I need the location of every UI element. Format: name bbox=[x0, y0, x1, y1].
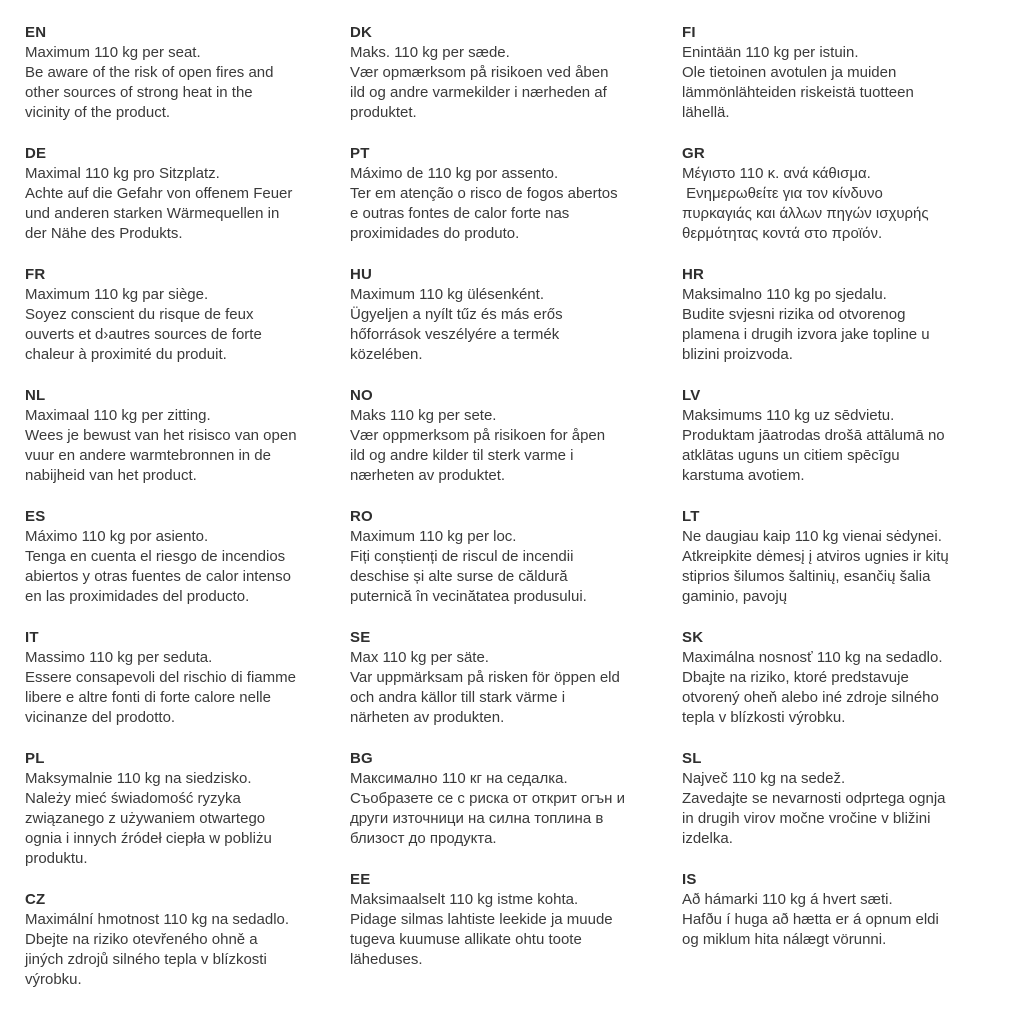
warning-text-line: gaminio, pavojų bbox=[682, 588, 788, 605]
warning-text-line: puternică în vecinătatea produsului. bbox=[350, 588, 587, 605]
language-code-label: DE bbox=[25, 145, 47, 162]
warning-text-line: en las proximidades del producto. bbox=[25, 588, 250, 605]
warning-text-line: vuur en andere warmtebronnen in de bbox=[25, 447, 271, 464]
warning-text-line: stiprios šilumos šaltinių, esančių šalia bbox=[682, 568, 931, 585]
warning-text-line: nærheten av produktet. bbox=[350, 467, 506, 484]
language-section-hu bbox=[350, 265, 678, 365]
column-1 bbox=[25, 23, 347, 1011]
warning-text-line: nabijheid van het product. bbox=[25, 467, 197, 484]
language-section-lt bbox=[682, 507, 1022, 607]
warning-text-line: jiných zdrojů silného tepla v blízkosti bbox=[25, 951, 267, 968]
language-code-label: LV bbox=[682, 387, 701, 404]
language-section-bg bbox=[350, 749, 678, 849]
warning-text-line: Največ 110 kg na sedež. bbox=[682, 770, 846, 787]
warning-text-line: Achte auf die Gefahr von offenem Feuer bbox=[25, 185, 293, 202]
warning-text-line: Tenga en cuenta el riesgo de incendios bbox=[25, 548, 286, 565]
warning-text-line: други източници на силна топлина в bbox=[350, 810, 604, 827]
warning-text-line: πυρκαγιάς και άλλων πηγών ισχυρής bbox=[682, 205, 929, 222]
language-code-label: DK bbox=[350, 24, 373, 41]
warning-text-line: tugeva kuumuse allikate ohtu toote bbox=[350, 931, 582, 948]
warning-text-line: der Nähe des Produkts. bbox=[25, 225, 183, 242]
language-code-label: NL bbox=[25, 387, 46, 404]
column-3 bbox=[682, 23, 1022, 971]
warning-text-line: Máximo 110 kg por asiento. bbox=[25, 528, 209, 545]
language-section-pt bbox=[350, 144, 678, 244]
warning-text-line: Dbejte na riziko otevřeného ohně a bbox=[25, 931, 258, 948]
warning-text-line: och andra källor till stark värme i bbox=[350, 689, 566, 706]
warning-text-line: abiertos y otras fuentes de calor intenso bbox=[25, 568, 291, 585]
warning-text-line: Var uppmärksam på risken för öppen eld bbox=[350, 669, 620, 686]
warning-text-line: Maximal 110 kg pro Sitzplatz. bbox=[25, 165, 220, 182]
warning-text-line: Ter em atenção o risco de fogos abertos bbox=[350, 185, 618, 202]
warning-text-line: Budite svjesni rizika od otvorenog bbox=[682, 306, 906, 323]
warning-text-line: Μέγιστο 110 κ. ανά κάθισμα. bbox=[682, 165, 871, 182]
warning-text-line: e outras fontes de calor forte nas bbox=[350, 205, 570, 222]
language-code-label: CZ bbox=[25, 891, 46, 908]
warning-text-line: Maximum 110 kg ülésenként. bbox=[350, 286, 544, 303]
warning-text-line: związanego z używaniem otwartego bbox=[25, 810, 266, 827]
warning-text-line: vicinanze del prodotto. bbox=[25, 709, 176, 726]
warning-text-line: other sources of strong heat in the bbox=[25, 84, 253, 101]
warning-text-line: Maks. 110 kg per sæde. bbox=[350, 44, 510, 61]
warning-text-line: karstuma avotiem. bbox=[682, 467, 805, 484]
warning-text-line: Max 110 kg per säte. bbox=[350, 649, 489, 666]
warning-text-line: blizini proizvoda. bbox=[682, 346, 793, 363]
language-section-ro bbox=[350, 507, 678, 607]
language-section-dk bbox=[350, 23, 678, 123]
warning-text-line: ild og andre kilder til sterk varme i bbox=[350, 447, 574, 464]
warning-text-line: Enintään 110 kg per istuin. bbox=[682, 44, 859, 61]
language-code-label: SL bbox=[682, 750, 702, 767]
warning-text-line: Ne daugiau kaip 110 kg vienai sėdynei. bbox=[682, 528, 942, 545]
language-section-se bbox=[350, 628, 678, 728]
warning-text-line: Ole tietoinen avotulen ja muiden bbox=[682, 64, 897, 81]
warning-text-line: proximidades do produto. bbox=[350, 225, 520, 242]
warning-text-line: hőforrások veszélyére a termék bbox=[350, 326, 560, 343]
language-code-label: EE bbox=[350, 871, 371, 888]
warning-text-line: närheten av produkten. bbox=[350, 709, 505, 726]
warning-text-line: výrobku. bbox=[25, 971, 82, 988]
warning-text-line: Að hámarki 110 kg á hvert sæti. bbox=[682, 891, 893, 908]
language-section-nl bbox=[25, 386, 347, 486]
language-section-no bbox=[350, 386, 678, 486]
warning-text-line: in drugih virov močne vročine v bližini bbox=[682, 810, 931, 827]
language-code-label: BG bbox=[350, 750, 373, 767]
language-code-label: NO bbox=[350, 387, 373, 404]
warning-text-line: tepla v blízkosti výrobku. bbox=[682, 709, 846, 726]
warning-text-line: Produktam jāatrodas drošā attālumā no bbox=[682, 427, 945, 444]
warning-text-line: Soyez conscient du risque de feux bbox=[25, 306, 254, 323]
language-code-label: SE bbox=[350, 629, 371, 646]
language-code-label: EN bbox=[25, 24, 47, 41]
warning-text-line: produktu. bbox=[25, 850, 88, 867]
language-code-label: LT bbox=[682, 508, 700, 525]
warning-text-line: Należy mieć świadomość ryzyka bbox=[25, 790, 241, 807]
language-section-fi bbox=[682, 23, 1022, 123]
language-code-label: FI bbox=[682, 24, 696, 41]
warning-text-line: Fiți conștienți de riscul de incendii bbox=[350, 548, 574, 565]
warning-text-line: Maksymalnie 110 kg na siedzisko. bbox=[25, 770, 252, 787]
column-2 bbox=[350, 23, 678, 991]
warning-text-line: Dbajte na riziko, ktoré predstavuje bbox=[682, 669, 909, 686]
language-section-is bbox=[682, 870, 1022, 950]
language-code-label: PL bbox=[25, 750, 45, 767]
warning-text-line: közelében. bbox=[350, 346, 423, 363]
language-code-label: GR bbox=[682, 145, 705, 162]
warning-text-line: otvorený oheň alebo iné zdroje silného bbox=[682, 689, 939, 706]
language-section-sk bbox=[682, 628, 1022, 728]
warning-text-line: Maximum 110 kg par siège. bbox=[25, 286, 209, 303]
language-section-gr bbox=[682, 144, 1022, 244]
warning-text-line: og miklum hita nálægt vörunni. bbox=[682, 931, 887, 948]
language-code-label: RO bbox=[350, 508, 373, 525]
language-code-label: IT bbox=[25, 629, 39, 646]
warning-text-line: Pidage silmas lahtiste leekide ja muude bbox=[350, 911, 613, 928]
language-section-pl bbox=[25, 749, 347, 869]
warning-text-line: Ενημερωθείτε για τον κίνδυνο bbox=[682, 185, 883, 202]
warning-text-line: Wees je bewust van het risisco van open bbox=[25, 427, 297, 444]
language-code-label: SK bbox=[682, 629, 704, 646]
warning-text-line: Vær opmærksom på risikoen ved åben bbox=[350, 64, 609, 81]
language-section-en bbox=[25, 23, 347, 123]
language-code-label: FR bbox=[25, 266, 46, 283]
warning-text-line: chaleur à proximité du produit. bbox=[25, 346, 227, 363]
warning-text-line: Maksimums 110 kg uz sēdvietu. bbox=[682, 407, 895, 424]
language-code-label: ES bbox=[25, 508, 46, 525]
warning-text-line: Maksimaalselt 110 kg istme kohta. bbox=[350, 891, 579, 908]
warning-text-line: Maximálna nosnosť 110 kg na sedadlo. bbox=[682, 649, 943, 666]
warning-text-line: izdelka. bbox=[682, 830, 733, 847]
warning-text-line: Maximum 110 kg per seat. bbox=[25, 44, 201, 61]
language-section-sl bbox=[682, 749, 1022, 849]
warning-text-line: plamena i drugih izvora jake topline u bbox=[682, 326, 930, 343]
language-section-hr bbox=[682, 265, 1022, 365]
warning-text-line: Atkreipkite dėmesį į atviros ugnies ir kitų bbox=[682, 548, 949, 565]
warning-text-line: ouverts et d›autres sources de forte bbox=[25, 326, 262, 343]
warning-text-line: ognia i innych źródeł ciepła w pobliżu bbox=[25, 830, 272, 847]
warning-text-line: lähellä. bbox=[682, 104, 730, 121]
language-code-label: HU bbox=[350, 266, 373, 283]
warning-text-line: und anderen starken Wärmequellen in bbox=[25, 205, 280, 222]
warning-text-line: Ügyeljen a nyílt tűz és más erős bbox=[350, 306, 563, 323]
language-code-label: HR bbox=[682, 266, 705, 283]
language-code-label: IS bbox=[682, 871, 697, 888]
warning-text-line: lämmönlähteiden riskeistä tuotteen bbox=[682, 84, 914, 101]
language-section-es bbox=[25, 507, 347, 607]
warning-text-line: deschise și alte surse de căldură bbox=[350, 568, 568, 585]
warning-text-line: libere e altre fonti di forte calore nelle bbox=[25, 689, 271, 706]
warning-text-line: Be aware of the risk of open fires and bbox=[25, 64, 274, 81]
warning-text-line: Vær oppmerksom på risikoen for åpen bbox=[350, 427, 606, 444]
warning-text-line: Maximální hmotnost 110 kg na sedadlo. bbox=[25, 911, 290, 928]
warning-text-line: Massimo 110 kg per seduta. bbox=[25, 649, 213, 666]
language-section-lv bbox=[682, 386, 1022, 486]
warning-text-line: близост до продукта. bbox=[350, 830, 497, 847]
language-code-label: PT bbox=[350, 145, 370, 162]
warning-text-line: Maximaal 110 kg per zitting. bbox=[25, 407, 211, 424]
warning-text-line: Съобразете се с риска от открит огън и bbox=[350, 790, 625, 807]
language-section-ee bbox=[350, 870, 678, 970]
warning-text-line: Máximo de 110 kg por assento. bbox=[350, 165, 559, 182]
warning-text-line: Maksimalno 110 kg po sjedalu. bbox=[682, 286, 887, 303]
warning-text-line: ild og andre varmekilder i nærheden af bbox=[350, 84, 607, 101]
warning-text-line: Maximum 110 kg per loc. bbox=[350, 528, 517, 545]
warning-text-line: atklātas uguns un citiem spēcīgu bbox=[682, 447, 900, 464]
warning-text-line: produktet. bbox=[350, 104, 417, 121]
warning-text-line: vicinity of the product. bbox=[25, 104, 171, 121]
warning-text-line: läheduses. bbox=[350, 951, 423, 968]
warning-text-line: Максимално 110 кг на седалка. bbox=[350, 770, 568, 787]
warning-text-line: θερμότητας κοντά στο προϊόν. bbox=[682, 225, 883, 242]
language-section-fr bbox=[25, 265, 347, 365]
language-section-de bbox=[25, 144, 347, 244]
warning-text-line: Hafðu í huga að hætta er á opnum eldi bbox=[682, 911, 939, 928]
warning-text-line: Essere consapevoli del rischio di fiamme bbox=[25, 669, 296, 686]
language-section-it bbox=[25, 628, 347, 728]
warning-text-line: Maks 110 kg per sete. bbox=[350, 407, 497, 424]
language-section-cz bbox=[25, 890, 347, 990]
warning-text-line: Zavedajte se nevarnosti odprtega ognja bbox=[682, 790, 946, 807]
